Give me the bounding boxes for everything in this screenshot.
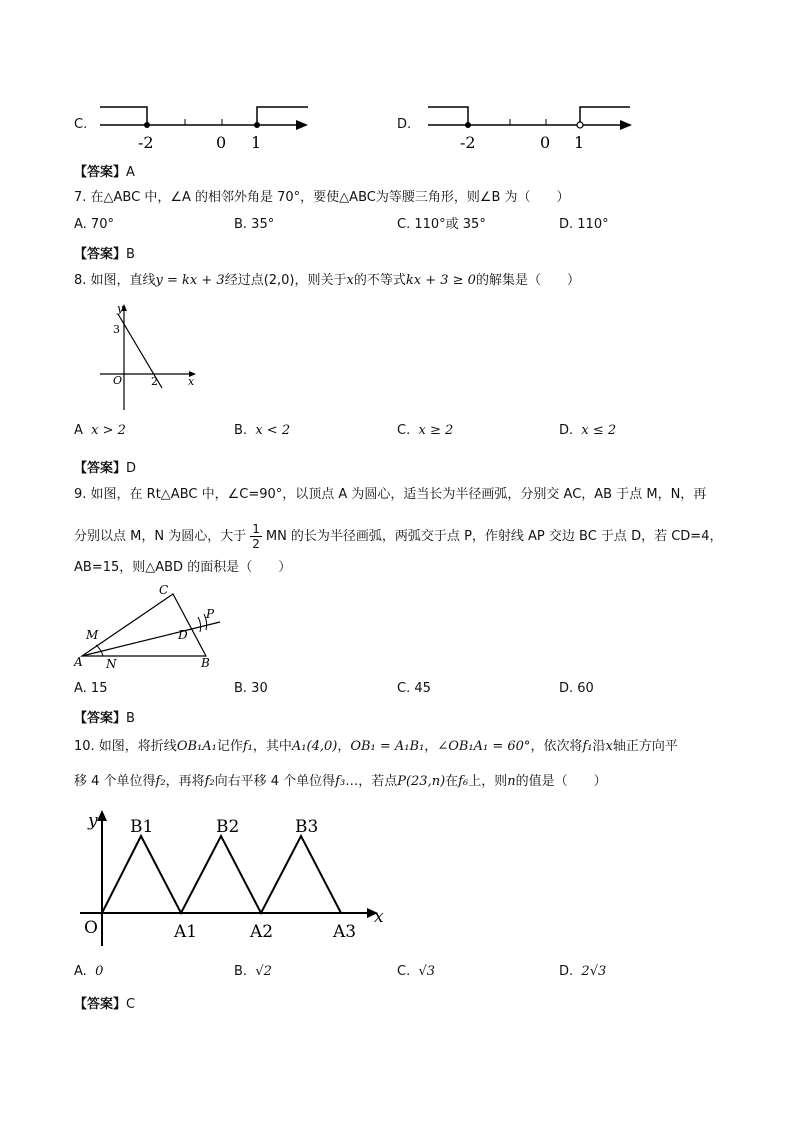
q10-line1: 10. 如图，将折线OB₁A₁记作f₁，其中A₁(4,0)，OB₁ = A₁B₁，∠OB₁A₁ = 60°，依次将f₁沿x轴正方向平 [74, 739, 678, 754]
q9-option-d: D. 60 [559, 681, 594, 696]
q7-option-b: B. 35° [234, 217, 275, 232]
label-a: A [74, 655, 83, 669]
q9-figure [70, 582, 230, 672]
q10-option-a: A. 0 [74, 964, 104, 979]
q8-option-d: D. x ≤ 2 [559, 423, 617, 438]
y-intercept-label: 3 [113, 323, 120, 336]
label-a1: A1 [174, 922, 198, 942]
tick-1: 1 [574, 133, 585, 152]
q7-option-d: D. 110° [559, 217, 609, 232]
fraction-half: 1 2 [252, 522, 260, 551]
q10-option-d: D. 2√3 [559, 964, 607, 979]
q8-option-b: B. x < 2 [234, 423, 291, 438]
label-a2: A2 [250, 922, 274, 942]
q7-option-c: C. 110°或 35° [397, 217, 486, 232]
option-c-label: C. [74, 117, 88, 132]
answer-q6 [74, 161, 135, 180]
q9-option-c: C. 45 [397, 681, 431, 696]
origin-label: O [84, 918, 98, 938]
tick-0: 0 [216, 133, 227, 152]
y-axis-label: y [88, 811, 98, 831]
q7-stem: 7. 在△ABC 中，∠A 的相邻外角是 70°，要使△ABC为等腰三角形，则∠B 为（ ） [74, 190, 570, 205]
answer-value: A [126, 165, 135, 180]
y-axis-label: y [117, 302, 124, 315]
q10-option-b: B. √2 [234, 964, 272, 979]
answer-q10: 【答案】C [74, 997, 136, 1012]
q9-line3: AB=15，则△ABD 的面积是（ ） [74, 560, 292, 575]
label-b1: B1 [130, 817, 154, 837]
label-b3: B3 [295, 817, 319, 837]
label-n: N [106, 657, 117, 671]
label-c: C [159, 583, 169, 597]
tick-neg2: -2 [138, 133, 154, 152]
q9-option-a: A. 15 [74, 681, 108, 696]
label-b2: B2 [216, 817, 240, 837]
label-a3: A3 [333, 922, 357, 942]
q10-figure [78, 806, 390, 952]
label-d: D [178, 628, 188, 642]
option-d-label: D. [397, 117, 412, 132]
q10-line2: 移 4 个单位得f₂，再将f₂向右平移 4 个单位得f₃…，若点P(23,n)在f₆上，则n的值是（ ） [74, 774, 607, 789]
answer-q7: 【答案】B [74, 247, 135, 262]
q8-stem: 8. 如图，直线y = kx + 3经过点(2,0)，则关于x的不等式kx + 3 ≥ 0的解集是（ ） [74, 273, 580, 288]
q9-line2: 分别以点 M，N 为圆心，大于 1 2 MN 的长为半径画弧，两弧交于点 P，作射线 AP 交边 BC 于点 D，若 CD=4， [74, 522, 723, 551]
number-line-d [418, 100, 648, 155]
x-intercept-label: 2 [151, 375, 158, 388]
answer-q9: 【答案】B [74, 711, 135, 726]
q8-option-c: C. x ≥ 2 [397, 423, 454, 438]
q8-option-a: A x > 2 [74, 423, 126, 438]
answer-q8: 【答案】D [74, 461, 137, 476]
q7-option-a: A. 70° [74, 217, 114, 232]
tick-1: 1 [251, 133, 262, 152]
label-b: B [201, 656, 210, 670]
q9-line1: 9. 如图，在 Rt△ABC 中，∠C=90°，以顶点 A 为圆心，适当长为半径画弧，分别交 AC，AB 于点 M，N，再 [74, 487, 707, 502]
number-line-c [90, 100, 320, 155]
label-p: P [206, 607, 215, 621]
q10-option-c: C. √3 [397, 964, 436, 979]
q8-graph [96, 300, 206, 412]
tick-0: 0 [540, 133, 551, 152]
answer-bracket: 【答案】 [74, 165, 127, 180]
origin-label: O [113, 374, 123, 387]
tick-neg2: -2 [460, 133, 476, 152]
label-m: M [86, 628, 99, 642]
x-axis-label: x [188, 375, 195, 388]
q9-option-b: B. 30 [234, 681, 268, 696]
x-axis-label: x [374, 907, 384, 927]
